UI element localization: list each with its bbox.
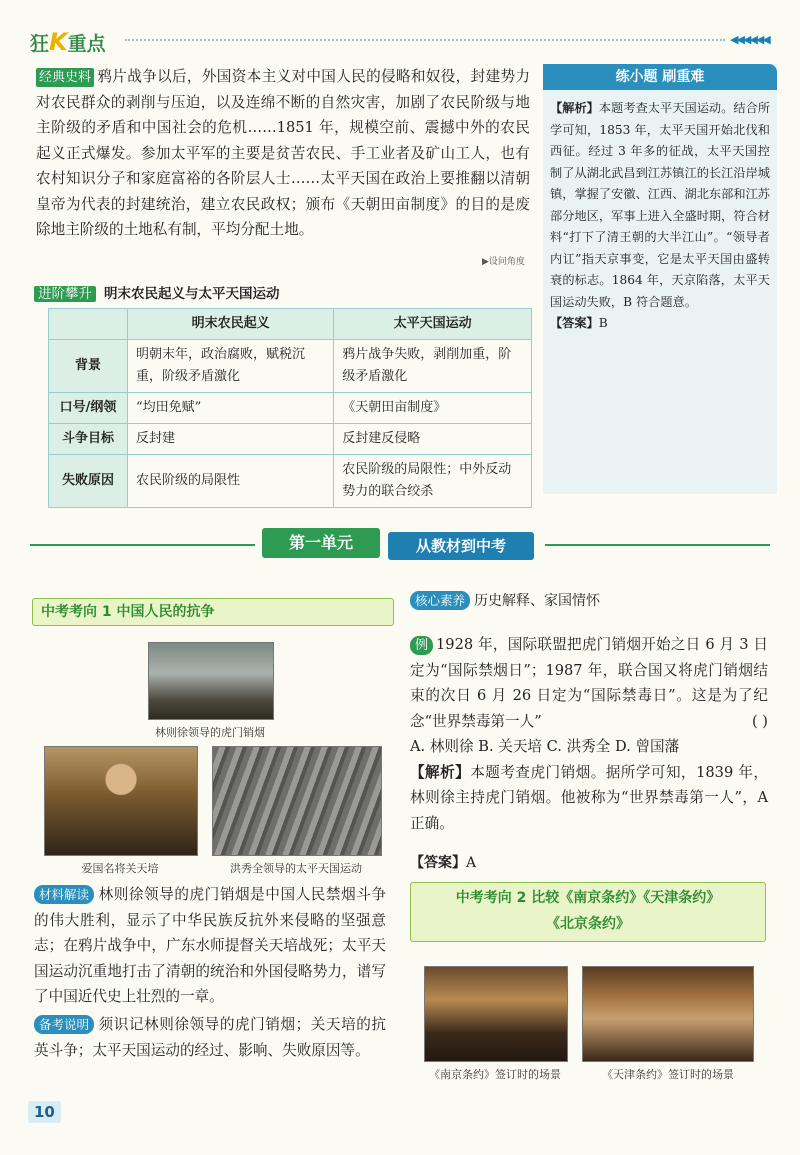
exercise-analysis <box>550 98 770 335</box>
divider-line <box>545 544 770 546</box>
image-caption: 爱国名将关天培 <box>81 862 159 875</box>
answer-label: 【答案】 <box>550 316 599 330</box>
table-header-cell: 明末农民起义 <box>128 309 334 340</box>
comparison-table <box>48 308 532 508</box>
passage-text: 鸦片战争以后，外国资本主义对中国人民的侵略和奴役，封建势力对农民群众的剥削与压迫，以及连绵不断的自然灾害，加剧了农民阶级与地主阶级的矛盾和中国社会的危机……1851 年，规模空前、震撼中外的农民起义正式爆发。参加太平军的主要是贫苦农民、手工业者及矿山工人，也有农村知识分子和家庭富裕的各阶层人士……太平天国在政治上要推翻以清朝皇帝为代表的封建统治，建立农民政权；颁布《天朝田亩制度》的目的是废除地主阶级的土地私有制，平均分配土地。 <box>36 68 530 238</box>
prep-text: 须识记林则徐领导的虎门销烟；关天培的抗英斗争；太平天国运动的经过、影响、失败原因等。 <box>34 1016 386 1059</box>
guan-tianpei-portrait <box>44 746 198 856</box>
section-badge: 进阶攀升 <box>34 286 96 302</box>
material-text: 林则徐领导的虎门销烟是中国人民禁烟斗争的伟大胜利，显示了中华民族反抗外来侵略的坚强意志；在鸦片战争中，广东水师提督关天培战死；太平天国运动沉重地打击了清朝的统治和外国侵略势力，谱写了中国近代史上壮烈的一章。 <box>34 886 386 1005</box>
row-label: 失败原因 <box>49 455 128 508</box>
table-cell: 《天朝田亩制度》 <box>334 393 532 424</box>
source-passage <box>36 64 530 243</box>
nanjing-treaty-image <box>424 966 568 1062</box>
passage-tag: 经典史料 <box>36 68 94 87</box>
image-caption: 林则徐领导的虎门销烟 <box>155 726 265 739</box>
divider-line <box>30 544 255 546</box>
example-question <box>410 632 768 836</box>
material-interpretation <box>34 882 386 1010</box>
page-number: 10 <box>28 1101 61 1123</box>
brand-logo: 狂K重点 <box>30 28 106 56</box>
humen-opium-image <box>148 642 274 720</box>
example-answer <box>410 852 476 872</box>
tianjin-treaty-image <box>582 966 754 1062</box>
example-badge: 例 <box>410 636 433 655</box>
example-question-text: 1928 年，国际联盟把虎门销烟开始之日 6 月 3 日定为“国际禁烟日”；1987 年，联合国又将虎门销烟结束的次日 6 月 26 日定为“国际禁毒日”。这是为了纪念“世界禁毒第一人” <box>410 636 768 730</box>
image-caption: 《南京条约》签订时的场景 <box>429 1068 561 1081</box>
example-options: A. 林则徐 B. 关天培 C. 洪秀全 D. 曾国藩 <box>410 738 680 755</box>
table-cell: 农民阶级的局限性 <box>128 455 334 508</box>
row-label: 口号/纲领 <box>49 393 128 424</box>
core-literacy <box>410 590 600 610</box>
direction-2-line-1: 中考考向 2 比较《南京条约》《天津条约》 <box>455 890 721 906</box>
row-label: 背景 <box>49 340 128 393</box>
table-row <box>49 340 532 393</box>
core-text: 历史解释、家国情怀 <box>474 593 601 609</box>
unit-subtitle: 从教材到中考 <box>388 532 534 560</box>
table-row <box>49 455 532 508</box>
header-arrows-icon: ◀◀◀◀◀◀ <box>730 33 769 46</box>
analysis-label: 【解析】 <box>410 763 471 781</box>
header-divider <box>125 39 725 41</box>
core-tag: 核心素养 <box>410 591 470 610</box>
table-header-cell: 太平天国运动 <box>334 309 532 340</box>
answer-text: B <box>598 316 608 330</box>
prep-tag: 备考说明 <box>34 1015 94 1034</box>
table-cell: “均田免赋” <box>128 393 334 424</box>
table-row <box>49 424 532 455</box>
table-header-row <box>49 309 532 340</box>
row-label: 斗争目标 <box>49 424 128 455</box>
analysis-text: 本题考查虎门销烟。据所学可知，1839 年，林则徐主持虎门销烟。他被称为“世界禁毒第一人”，A 正确。 <box>410 763 768 832</box>
material-tag: 材料解读 <box>34 885 94 904</box>
question-angle-note: ▶设问角度 <box>482 257 525 267</box>
section-title-text: 明末农民起义与太平天国运动 <box>104 286 280 302</box>
exam-direction-2 <box>410 882 766 942</box>
exam-prep-note <box>34 1012 386 1063</box>
image-caption: 洪秀全领导的太平天国运动 <box>230 862 362 875</box>
unit-label: 第一单元 <box>262 528 380 558</box>
table-cell: 鸦片战争失败，剥削加重，阶级矛盾激化 <box>334 340 532 393</box>
analysis-label: 【解析】 <box>550 101 599 115</box>
section-title <box>34 282 280 302</box>
table-cell: 农民阶级的局限性；中外反动势力的联合绞杀 <box>334 455 532 508</box>
direction-2-line-2: 《北京条约》 <box>546 916 630 932</box>
exam-direction-1: 中考考向 1 中国人民的抗争 <box>32 598 394 626</box>
table-row <box>49 393 532 424</box>
table-cell: 反封建反侵略 <box>334 424 532 455</box>
table-header-cell <box>49 309 128 340</box>
table-cell: 反封建 <box>128 424 334 455</box>
table-cell: 明朝末年，政治腐败，赋税沉重，阶级矛盾激化 <box>128 340 334 393</box>
answer-bracket: ( ) <box>751 712 768 730</box>
answer-text: A <box>466 855 477 871</box>
analysis-text: 本题考查太平天国运动。结合所学可知，1853 年，太平天国开始北伐和西征。经过 3 年多的征战，太平天国控制了从湖北武昌到江苏镇江的长江沿岸城镇，掌握了安徽、江西、湖北东部和江苏部分地区，军事上进入全盛时期，符合材料“打下了清王朝的大半江山”。“领导者内讧”指天京事变，它是太平天国由盛转衰的标志。1864 年，天京陷落，太平天国运动失败，B 符合题意。 <box>550 101 771 309</box>
taiping-relief-image <box>212 746 382 856</box>
answer-label: 【答案】 <box>410 855 466 871</box>
exercise-header: 练小题 刷重难 <box>543 64 777 90</box>
image-caption: 《天津条约》签订时的场景 <box>602 1068 734 1081</box>
